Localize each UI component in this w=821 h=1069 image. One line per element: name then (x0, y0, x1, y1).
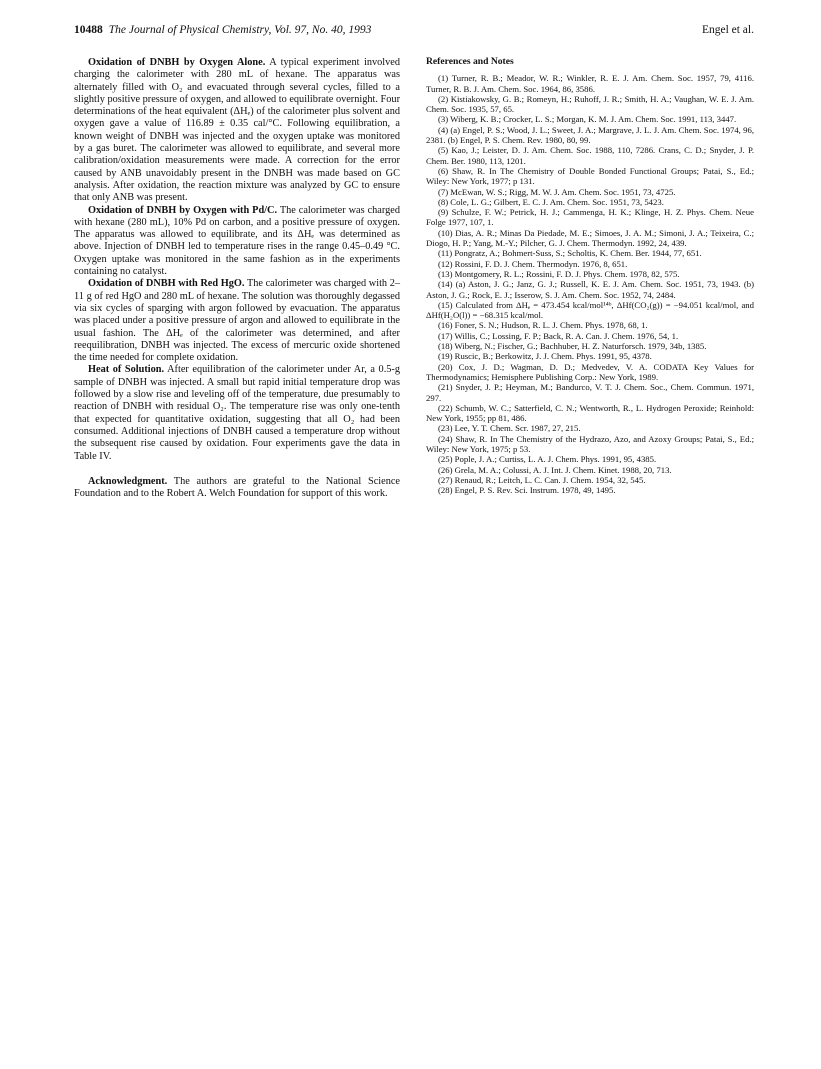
reference-item: (16) Foner, S. N.; Hudson, R. L. J. Chem. Phys. 1978, 68, 1. (438, 320, 648, 331)
acknowledgment-text: The authors are grateful to the National Science Foundation and to the Robert A. Welch Foundation for support of this work. (74, 475, 400, 500)
section-text: The calorimeter was charged with hexane (280 mL), 10% Pd on carbon, and a positive pressure of oxygen. The apparatus was allowed to equilibrate, and its ΔHₑ was determined as above. Injection of DNBH led to temperature rises in the range 0.45–0.49 °C. Oxygen uptake was monitored in the same fashion as in the experiments containing no catalyst. (74, 204, 400, 278)
section-heading: Heat of Solution. (88, 364, 165, 376)
section-text: The calorimeter was charged with 2–11 g of red HgO and 280 mL of hexane. The solution was thoroughly degassed via six cycles of sparging with argon followed by evacuation. The apparatus was placed under a positive pressure of argon and allowed to equilibrate in the usual fashion. The ΔHₑ of the calorimeter was determined, and after reequilibration, DNBH was injected. The excess of mercuric oxide shortened the time needed for complete oxidation. (74, 278, 401, 364)
section-heat-of-solution (74, 364, 400, 462)
reference-item: (6) Shaw, R. In The Chemistry of Double Bonded Functional Groups; Patai, S., Ed.; Wiley: New York, 1977; p 131. (426, 165, 754, 187)
section-oxygen-alone (74, 57, 400, 205)
reference-item: (26) Grela, M. A.; Colussi, A. J. Int. J. Chem. Kinet. 1988, 20, 713. (438, 464, 672, 475)
section-heading: Oxidation of DNBH by Oxygen Alone. (88, 57, 266, 68)
reference-item: (9) Schulze, F. W.; Petrick, H. J.; Cammenga, H. K.; Klinge, H. Z. Phys. Chem. Neue Folge 1977, 107, 1. (426, 207, 754, 228)
section-heading: Oxidation of DNBH by Oxygen with Pd/C. (88, 204, 278, 216)
reference-item: (3) Wiberg, K. B.; Crocker, L. S.; Morgan, K. M. J. Am. Chem. Soc. 1991, 113, 3447. (438, 114, 737, 125)
reference-item: (14) (a) Aston, J. G.; Janz, G. J.; Russell, K. E. J. Am. Chem. Soc. 1951, 73, 1943. (b) Aston, J. G.; Rock, E. J.; Isserow, S. J. Am. Chem. Soc. 1952, 74, 2484. (426, 279, 754, 300)
reference-item: (27) Renaud, R.; Leitch, L. C. Can. J. Chem. 1954, 32, 545. (438, 474, 646, 485)
reference-item: (25) Pople, J. A.; Curtiss, L. A. J. Chem. Phys. 1991, 95, 4385. (438, 454, 657, 465)
references-heading: References and Notes (426, 56, 514, 67)
reference-item: (8) Cole, L. G.; Gilbert, E. C. J. Am. Chem. Soc. 1951, 73, 5423. (438, 196, 664, 207)
references-column (426, 57, 754, 495)
reference-item: (1) Turner, R. B.; Meador, W. R.; Winkler, R. E. J. Am. Chem. Soc. 1957, 79, 4116. Turner, R. B. J. Am. Chem. Soc. 1964, 86, 3586. (426, 73, 754, 94)
reference-item: (23) Lee, Y. T. Chem. Scr. 1987, 27, 215. (438, 423, 581, 434)
reference-item: (15) Calculated from ΔHₑ = 473.454 kcal/mol¹⁴ᵇ, ΔHf(CO₂(g)) = −94.051 kcal/mol, and ΔHf(H₂O(l)) = −68.315 kcal/mol. (426, 299, 754, 321)
reference-item: (11) Pongratz, A.; Bohmert-Suss, S.; Scholtis, K. Chem. Ber. 1944, 77, 651. (438, 248, 702, 259)
journal-citation: The Journal of Physical Chemistry, Vol. 97, No. 40, 1993 (108, 24, 372, 36)
page-header (74, 24, 754, 40)
page-number: 10488 (74, 24, 103, 36)
reference-item: (2) Kistiakowsky, G. B.; Romeyn, H.; Ruhoff, J. R.; Smith, H. A.; Vaughan, W. E. J. Am. Chem. Soc. 1935, 57, 65. (426, 93, 754, 115)
running-authors: Engel et al. (701, 24, 754, 36)
reference-item: (13) Montgomery, R. L.; Rossini, F. D. J. Phys. Chem. 1978, 82, 575. (438, 268, 680, 279)
section-text: A typical experiment involved charging the calorimeter with 280 mL of hexane. The apparatus was alternately filled with O₂ and evacuated through several cycles, filled to a slightly positive pressure of oxygen, and allowed to equilibrate overnight. Four determinations of the heat equivalent (ΔHₑ) of the calorimeter plus solvent and oxygen gave a value of 116.89 ± 0.35 cal/°C. Following equilibration, a known weight of DNBH was injected and the oxygen uptake was monitored by a gas buret. The calorimeter was allowed to equilibrate, and several more calibration/oxidation measurements were made. A correction for the error caused by ANB unavoidably present in the DNBH was made based on GC analysis. After oxidation, the reaction mixture was analyzed by GC to ensure that only ANB was present. (74, 57, 401, 204)
reference-item: (18) Wiberg, N.; Fischer, G.; Bachhuber, H. Z. Naturforsch. 1979, 34b, 1385. (438, 341, 707, 352)
reference-item: (22) Schumb, W. C.; Satterfield, C. N.; Wentworth, R., L. Hydrogen Peroxide; Reinhold: New York, 1955; pp 81, 486. (426, 402, 754, 424)
section-oxygen-pdc (74, 205, 400, 279)
reference-list (426, 73, 754, 495)
reference-item: (7) McEwan, W. S.; Rigg, M. W. J. Am. Chem. Soc. 1951, 73, 4725. (438, 186, 676, 197)
reference-item: (10) Dias, A. R.; Minas Da Piedade, M. E.; Simoes, J. A. M.; Simoni, J. A.; Teixeira, C.; Diogo, H. P.; Yang, M.-Y.; Pilcher, G. J. Chem. Thermodyn. 1992, 24, 439. (426, 227, 754, 249)
reference-item: (17) Willis, C.; Lossing, F. P.; Back, R. A. Can. J. Chem. 1976, 54, 1. (438, 330, 679, 341)
section-text: After equilibration of the calorimeter under Ar, a 0.5-g sample of DNBH was injected. A small but rapid initial temperature drop was followed by a slow rise and leveling off of the temperature, due presumably to reaction of DNBH with residual O₂. The temperature rise was only one-tenth that expected for quantitative oxidation, suggesting that all O₂ had been consumed. Additional injections of DNBH caused a temperature drop without the subsequent rise caused by oxidation. Four experiments gave the data in Table IV. (74, 364, 400, 462)
reference-item: (19) Ruscic, B.; Berkowitz, J. J. Chem. Phys. 1991, 95, 4378. (438, 351, 652, 362)
left-column (74, 57, 400, 500)
section-heading: Oxidation of DNBH with Red HgO. (88, 278, 245, 290)
acknowledgment-heading: Acknowledgment. (88, 475, 168, 487)
reference-item: (28) Engel, P. S. Rev. Sci. Instrum. 1978, 49, 1495. (438, 485, 616, 496)
acknowledgment (74, 476, 400, 501)
reference-item: (24) Shaw, R. In The Chemistry of the Hydrazo, Azo, and Azoxy Groups; Patai, S., Ed.; Wiley: New York, 1975; p 53. (426, 433, 754, 454)
reference-item: (5) Kao, J.; Leister, D. J. Am. Chem. Soc. 1988, 110, 7286. Crans, C. D.; Snyder, J. P. Chem. Ber. 1980, 113, 1201. (426, 145, 754, 166)
reference-item: (4) (a) Engel, P. S.; Wood, J. L.; Sweet, J. A.; Margrave, J. L. J. Am. Chem. Soc. 1974, 96, 2381. (b) Engel, P. S. Chem. Rev. 1980, 80, 99. (426, 124, 754, 146)
reference-item: (12) Rossini, F. D. J. Chem. Thermodyn. 1976, 8, 651. (438, 258, 628, 269)
reference-item: (20) Cox, J. D.; Wagman, D. D.; Medvedev, V. A. CODATA Key Values for Thermodynamics; Hemisphere Publishing Corp.: New York, 1989. (426, 361, 754, 382)
reference-item: (21) Snyder, J. P.; Heyman, M.; Bandurco, V. T. J. Chem. Soc., Chem. Commun. 1971, 297. (426, 382, 754, 403)
section-red-hgo (74, 278, 400, 364)
